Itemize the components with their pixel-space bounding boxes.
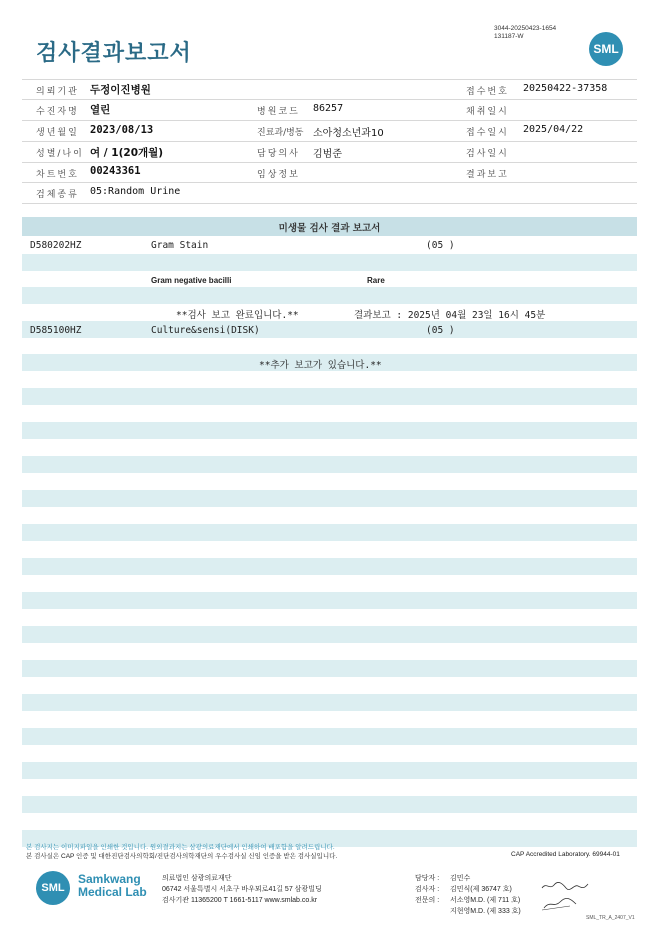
- tester-label: 검사자 :: [415, 886, 440, 893]
- table-band: [22, 728, 637, 745]
- brand-name: [78, 873, 147, 899]
- birth-label: 생년월일: [36, 128, 79, 138]
- receipt-date-value: 2025/04/22: [523, 124, 584, 135]
- table-band: [22, 762, 637, 779]
- page-title: 검사결과보고서: [36, 41, 192, 66]
- test-number-gram: (05 ): [426, 240, 455, 251]
- organism-amount: Rare: [367, 276, 385, 285]
- table-band: [22, 524, 637, 541]
- print-notice: 본 검사지는 이미지파일을 인쇄한 것입니다. 원외결과지는 삼광의료재단에서 인쇄하여 배포함을 알려드립니다.: [26, 844, 335, 851]
- test-number-culture: (05 ): [426, 325, 455, 336]
- additional-report-message: **추가 보고가 있습니다.**: [259, 360, 382, 371]
- dept-value: 소아청소년과10: [313, 128, 384, 139]
- divider: [22, 182, 637, 183]
- divider: [22, 120, 637, 121]
- birth-value: 2023/08/13: [90, 124, 154, 136]
- form-code: SML_TR_A_2407_V1: [586, 915, 635, 921]
- divider: [22, 79, 637, 80]
- document-id: [494, 25, 556, 41]
- doctor-label: 담당의사: [257, 149, 300, 159]
- divider: [22, 141, 637, 142]
- specialist-label: 전문의 :: [415, 897, 440, 904]
- accreditation-notice: 본 검사실은 CAP 인증 및 대한진단검사의학회/진단검사의학재단의 우수검사실 신임 인증을 받은 검사실입니다.: [26, 853, 338, 860]
- section-title: 미생물 검사 결과 보고서: [22, 217, 637, 236]
- test-date-label: 검사일시: [466, 149, 509, 159]
- receipt-no-label: 접수번호: [466, 87, 509, 97]
- table-band: [22, 321, 637, 338]
- table-band: [22, 254, 637, 271]
- table-band: [22, 694, 637, 711]
- table-band: [22, 796, 637, 813]
- complete-message: **검사 보고 완료입니다.**: [176, 310, 299, 321]
- patient-label: 수진자명: [36, 107, 79, 117]
- brand-line-1: Samkwang: [78, 872, 141, 886]
- requesting-org-value: 두정이진병원: [90, 84, 151, 96]
- specialist-value-2: 지현영M.D. (제 333 호): [450, 908, 521, 915]
- document-id-line-1: 3044-20250423-1654: [494, 25, 557, 32]
- doctor-value: 김범준: [313, 149, 342, 160]
- cap-accreditation: CAP Accredited Laboratory. 69944-01: [511, 851, 620, 858]
- divider: [22, 162, 637, 163]
- org-address: 06742 서울특별시 서초구 바우뫼로41길 57 삼광빌딩: [162, 886, 322, 893]
- test-code-gram: D580202HZ: [30, 240, 82, 251]
- staff-value: 김민수: [450, 875, 471, 882]
- brand-line-2: Medical Lab: [78, 885, 147, 899]
- report-time: 결과보고 : 2025년 04월 23일 16시 45분: [354, 310, 546, 321]
- organism-result: Gram negative bacilli: [151, 276, 232, 285]
- receipt-date-label: 접수일시: [466, 128, 509, 138]
- test-name-culture: Culture&sensi(DISK): [151, 325, 260, 336]
- report-label: 결과보고: [466, 170, 509, 180]
- org-name: 의료법인 삼광의료재단: [162, 875, 232, 882]
- patient-value: 열린: [90, 104, 111, 116]
- requesting-org-label: 의뢰기관: [36, 87, 79, 97]
- table-band: [22, 456, 637, 473]
- collect-date-label: 채취일시: [466, 107, 509, 117]
- staff-label: 담당자 :: [415, 875, 440, 882]
- sml-logo: SML: [589, 32, 623, 66]
- table-band: [22, 490, 637, 507]
- table-band: [22, 287, 637, 304]
- table-band: [22, 558, 637, 575]
- table-band: [22, 592, 637, 609]
- test-code-culture: D585100HZ: [30, 325, 82, 336]
- org-contact: 검사기관 11365200 T 1661-5117 www.smlab.co.kr: [162, 897, 318, 904]
- specimen-label: 검체종류: [36, 190, 79, 200]
- chart-no-label: 차트번호: [36, 170, 79, 180]
- tester-value: 김민식(제 36747 호): [450, 886, 512, 893]
- table-band: [22, 660, 637, 677]
- divider: [22, 99, 637, 100]
- specimen-value: 05:Random Urine: [90, 186, 181, 197]
- table-band: [22, 626, 637, 643]
- table-band: [22, 388, 637, 405]
- divider: [22, 203, 637, 204]
- receipt-no-value: 20250422-37358: [523, 83, 608, 94]
- hospital-code-label: 병원코드: [257, 107, 300, 117]
- specialist-value-1: 서소영M.D. (제 711 호): [450, 897, 521, 904]
- tester-signature: [540, 880, 590, 892]
- sex-age-label: 성별/나이: [36, 149, 84, 159]
- specialist-signature: [540, 896, 580, 912]
- test-name-gram: Gram Stain: [151, 240, 209, 251]
- footer-sml-logo: SML: [36, 871, 70, 905]
- hospital-code-value: 86257: [313, 103, 344, 114]
- document-id-line-2: 131187-W: [494, 33, 524, 40]
- table-band: [22, 422, 637, 439]
- sex-age-value: 여 / 1(20개월): [90, 147, 164, 159]
- dept-label: 진료과/병동: [257, 128, 304, 138]
- clinical-label: 임상정보: [257, 170, 300, 180]
- chart-no-value: 00243361: [90, 165, 141, 177]
